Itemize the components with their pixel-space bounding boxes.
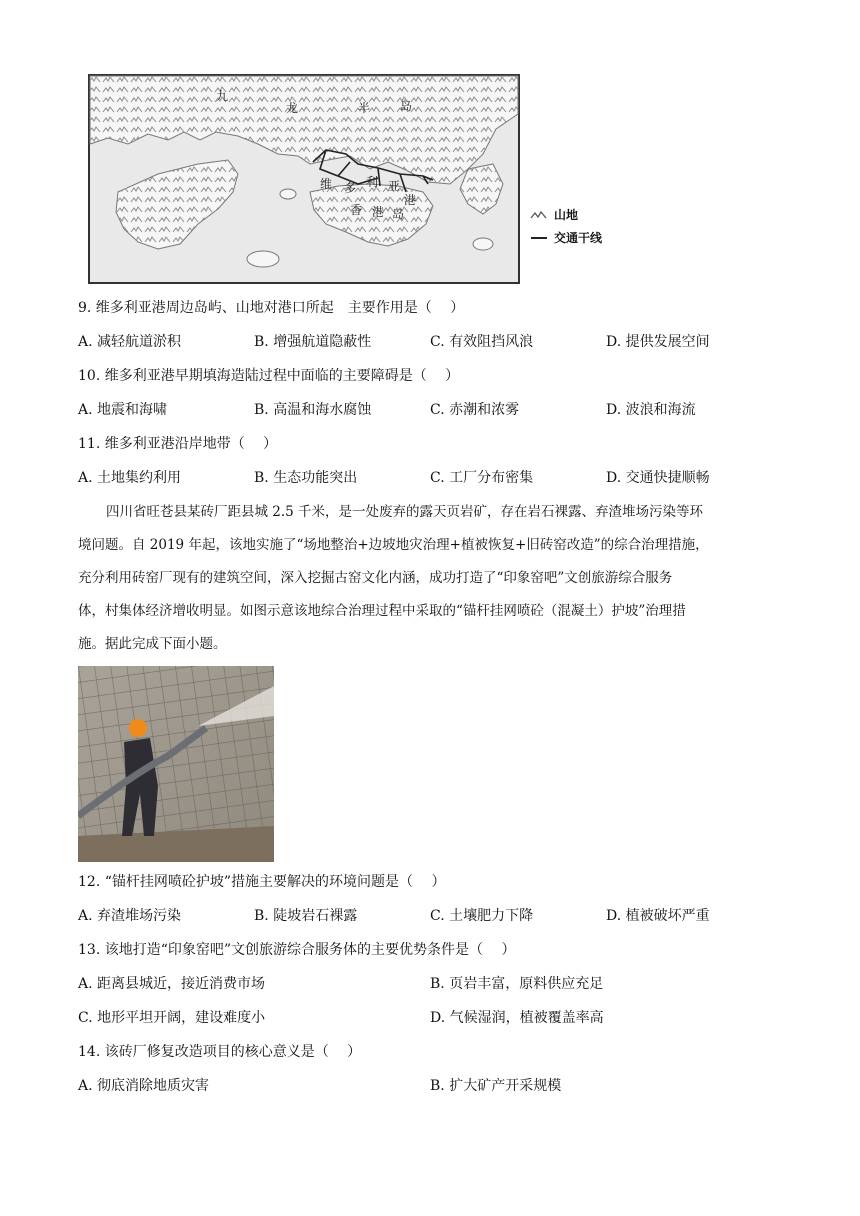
map-legend <box>530 206 602 246</box>
q12-option-c[interactable]: C. 土壤肥力下降 <box>430 908 534 924</box>
q10-option-b[interactable]: B. 高温和海水腐蚀 <box>254 402 372 418</box>
passage-line-2: 境问题。自 2019 年起，该地实施了“场地整治+边坡地灾治理+植被恢复+旧砖窑改造”的综合治理措施， <box>78 537 709 553</box>
mountain-icon <box>530 210 548 220</box>
map-label-12: 岛 <box>392 207 405 221</box>
question-14-stem: 14. 该砖厂修复改造项目的核心意义是（ ） <box>78 1044 362 1060</box>
q12-option-d[interactable]: D. 植被破坏严重 <box>606 908 710 924</box>
question-11-stem: 11. 维多利亚港沿岸地带（ ） <box>78 436 278 452</box>
victoria-harbour-map <box>88 74 520 284</box>
road-line-icon <box>530 233 548 243</box>
q11-option-a[interactable]: A. 土地集约利用 <box>78 470 182 486</box>
map-label-10: 香 <box>350 203 363 217</box>
q11-option-b[interactable]: B. 生态功能突出 <box>254 470 358 486</box>
q13-option-c[interactable]: C. 地形平坦开阔，建设难度小 <box>78 1010 266 1026</box>
map-label-6: 多 <box>344 181 357 195</box>
map-label-2: 龙 <box>286 101 299 115</box>
legend-mountain <box>530 206 602 223</box>
slope-shotcrete-photo <box>78 666 274 862</box>
question-10-stem: 10. 维多利亚港早期填海造陆过程中面临的主要障碍是（ ） <box>78 368 460 384</box>
legend-road <box>530 229 602 246</box>
map-label-3: 半 <box>358 101 371 115</box>
q9-option-d[interactable]: D. 提供发展空间 <box>606 334 710 350</box>
q9-option-b[interactable]: B. 增强航道隐蔽性 <box>254 334 372 350</box>
question-12-stem: 12. “锚杆挂网喷砼护坡”措施主要解决的环境问题是（ ） <box>78 874 446 890</box>
q14-option-b[interactable]: B. 扩大矿产开采规模 <box>430 1078 562 1094</box>
map-label-9: 港 <box>404 193 417 207</box>
q13-option-b[interactable]: B. 页岩丰富，原料供应充足 <box>430 976 604 992</box>
map-label-4: 岛 <box>400 99 413 113</box>
q9-option-c[interactable]: C. 有效阻挡风浪 <box>430 334 534 350</box>
q12-option-a[interactable]: A. 弃渣堆场污染 <box>78 908 182 924</box>
q11-option-c[interactable]: C. 工厂分布密集 <box>430 470 534 486</box>
passage-line-5: 施。据此完成下面小题。 <box>78 636 227 652</box>
map-label-1: 九 <box>216 89 229 103</box>
map-label-11: 港 <box>372 205 385 219</box>
question-13-stem: 13. 该地打造“印象窑吧”文创旅游综合服务体的主要优势条件是（ ） <box>78 942 516 958</box>
legend-mountain-label: 山地 <box>554 208 579 222</box>
q14-option-a[interactable]: A. 彻底消除地质灾害 <box>78 1078 210 1094</box>
map-label-8: 亚 <box>388 179 401 193</box>
q12-option-b[interactable]: B. 陡坡岩石裸露 <box>254 908 358 924</box>
question-9-stem: 9. 维多利亚港周边岛屿、山地对港口所起 主要作用是（ ） <box>78 300 465 316</box>
q13-option-a[interactable]: A. 距离县城近，接近消费市场 <box>78 976 266 992</box>
q10-option-a[interactable]: A. 地震和海啸 <box>78 402 168 418</box>
passage-line-1: 四川省旺苍县某砖厂距县城 2.5 千米，是一处废弃的露天页岩矿，存在岩石裸露、弃渣堆场污染等环 <box>106 504 704 520</box>
q11-option-d[interactable]: D. 交通快捷顺畅 <box>606 470 710 486</box>
passage-line-3: 充分利用砖窑厂现有的建筑空间，深入挖掘古窑文化内涵，成功打造了“印象窑吧”文创旅游综合服务 <box>78 570 673 586</box>
reading-passage <box>78 496 778 661</box>
map-label-5: 维 <box>320 177 333 191</box>
q10-option-d[interactable]: D. 波浪和海流 <box>606 402 696 418</box>
map-label-7: 利 <box>366 175 379 189</box>
q10-option-c[interactable]: C. 赤潮和浓雾 <box>430 402 520 418</box>
q9-option-a[interactable]: A. 减轻航道淤积 <box>78 334 182 350</box>
q13-option-d[interactable]: D. 气候湿润，植被覆盖率高 <box>430 1010 604 1026</box>
legend-road-label: 交通干线 <box>554 231 603 245</box>
passage-line-4: 体，村集体经济增收明显。如图示意该地综合治理过程中采取的“锚杆挂网喷砼（混凝土）护坡”治理措 <box>78 603 686 619</box>
